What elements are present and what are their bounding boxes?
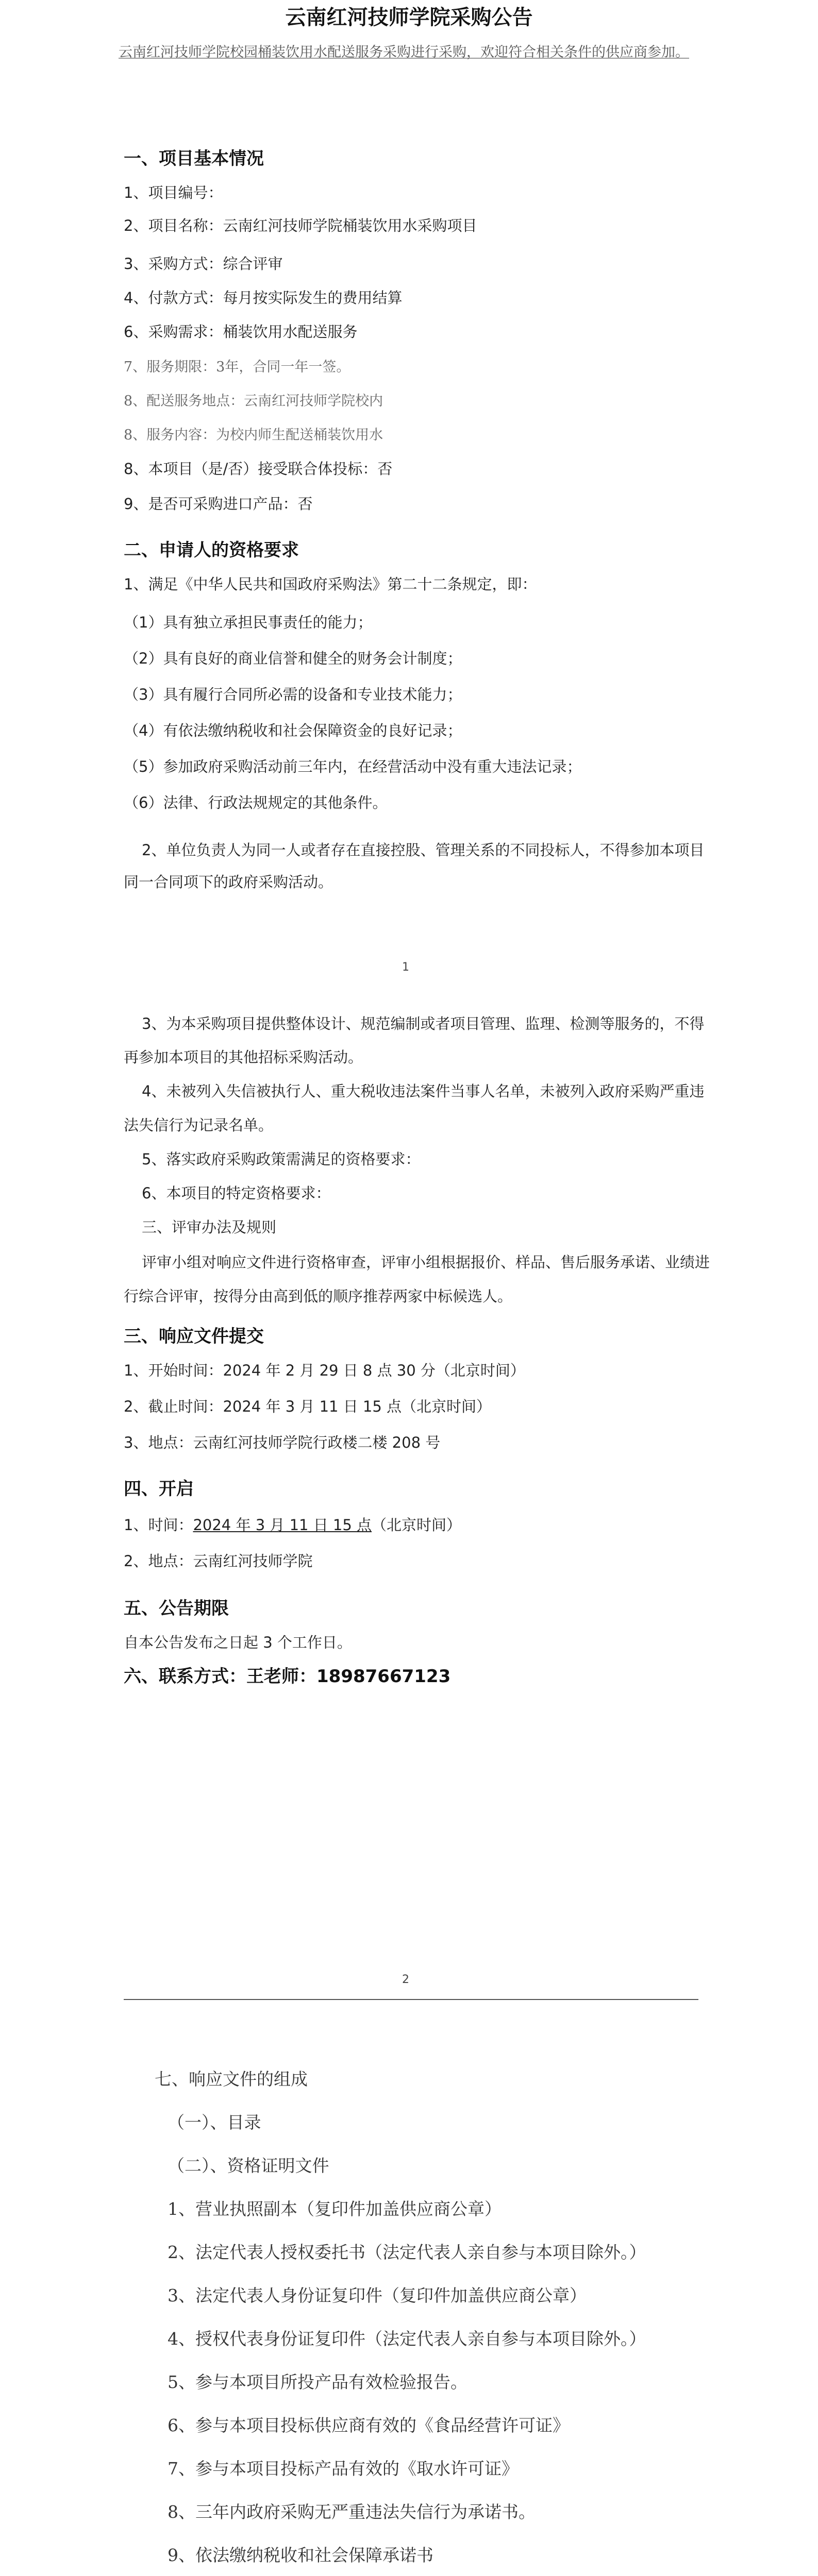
page-number: 1: [402, 961, 409, 974]
doc-item: 6、参与本项目投标供应商有效的《食品经营许可证》: [168, 2415, 570, 2435]
s1-item: 8、本项目（是/否）接受联合体投标：否: [124, 460, 393, 478]
s1-item: 8、配送服务地点：云南红河技师学院校内: [124, 393, 383, 409]
section1-heading: 一、项目基本情况: [124, 148, 264, 169]
s2-item: （3）具有履行合同所必需的设备和专业技术能力；: [124, 686, 462, 703]
s2-para: 2、单位负责人为同一人或者存在直接控股、管理关系的不同投标人，不得参加本项目: [142, 841, 705, 859]
s1-item: 9、是否可采购进口产品：否: [124, 495, 313, 513]
s2-para: 再参加本项目的其他招标采购活动。: [124, 1048, 363, 1066]
s1-item: 7、服务期限：3年，合同一年一签。: [124, 359, 350, 375]
s2-para: 5、落实政府采购政策需满足的资格要求：: [142, 1150, 421, 1168]
s5-text: 自本公告发布之日起 3 个工作日。: [124, 1634, 352, 1651]
doc-item: 7、参与本项目投标产品有效的《取水许可证》: [168, 2459, 519, 2479]
s2-item: （6）法律、行政法规规定的其他条件。: [124, 794, 388, 811]
section2-heading: 二、申请人的资格要求: [124, 540, 299, 561]
s4-time: 1、时间：2024 年 3 月 11 日 15 点（北京时间）: [124, 1516, 462, 1534]
s2-para: 同一合同项下的政府采购活动。: [124, 873, 333, 891]
s2-para: 4、未被列入失信被执行人、重大税收违法案件当事人名单，未被列入政府采购严重违: [142, 1082, 705, 1100]
section3-heading: 三、响应文件提交: [124, 1326, 264, 1347]
s1-item: 2、项目名称：云南红河技师学院桶装饮用水采购项目: [124, 217, 477, 234]
s2-para: 3、为本采购项目提供整体设计、规范编制或者项目管理、监理、检测等服务的，不得: [142, 1015, 705, 1032]
doc-item: 8、三年内政府采购无严重违法失信行为承诺书。: [168, 2502, 536, 2522]
doc-item: 1、营业执照副本（复印件加盖供应商公章）: [168, 2199, 502, 2219]
s4-place: 2、地点：云南红河技师学院: [124, 1552, 313, 1570]
section6-heading: 六、联系方式：王老师：18987667123: [124, 1666, 451, 1687]
s3-item: 1、开始时间：2024 年 2 月 29 日 8 点 30 分（北京时间）: [124, 1362, 525, 1379]
page-title: 云南红河技师学院采购公告: [285, 6, 533, 29]
s2-para: 三、评审办法及规则: [142, 1218, 277, 1236]
page2-heading: 七、响应文件的组成: [155, 2069, 308, 2089]
page2-sub: （一）、目录: [168, 2112, 261, 2132]
page2-sub: （二）、资格证明文件: [168, 2156, 329, 2176]
s1-item: 1、项目编号：: [124, 184, 223, 201]
s2-item: （5）参加政府采购活动前三年内，在经营活动中没有重大违法记录；: [124, 758, 582, 775]
s2-item: （4）有依法缴纳税收和社会保障资金的良好记录；: [124, 722, 462, 739]
section4-heading: 四、开启: [124, 1479, 194, 1499]
s2-para: 法失信行为记录名单。: [124, 1116, 274, 1134]
s3-item: 2、截止时间：2024 年 3 月 11 日 15 点（北京时间）: [124, 1398, 492, 1415]
s2-para: 6、本项目的特定资格要求：: [142, 1184, 331, 1202]
s2-item: （2）具有良好的商业信誉和健全的财务会计制度；: [124, 650, 462, 667]
s2-para: 评审小组对响应文件进行资格审查，评审小组根据报价、样品、售后服务承诺、业绩进: [142, 1253, 710, 1271]
doc-item: 3、法定代表人身份证复印件（复印件加盖供应商公章）: [168, 2285, 587, 2306]
s1-item: 6、采购需求：桶装饮用水配送服务: [124, 323, 358, 341]
s1-item: 3、采购方式：综合评审: [124, 255, 283, 273]
page-divider: [124, 1999, 698, 2000]
doc-item: 9、依法缴纳税收和社会保障承诺书: [168, 2545, 433, 2565]
intro-paragraph: 云南红河技师学院校园桶装饮用水配送服务采购进行采购，欢迎符合相关条件的供应商参加。: [119, 44, 689, 60]
s1-item: 4、付款方式：每月按实际发生的费用结算: [124, 289, 403, 307]
section5-heading: 五、公告期限: [124, 1598, 229, 1619]
doc-item: 2、法定代表人授权委托书（法定代表人亲自参与本项目除外。）: [168, 2242, 646, 2262]
s2-para: 行综合评审，按得分由高到低的顺序推荐两家中标候选人。: [124, 1287, 513, 1305]
page-number: 2: [402, 1973, 409, 1986]
s1-item: 8、服务内容：为校内师生配送桶装饮用水: [124, 427, 383, 443]
s3-item: 3、地点：云南红河技师学院行政楼二楼 208 号: [124, 1434, 441, 1451]
s2-intro: 1、满足《中华人民共和国政府采购法》第二十二条规定，即：: [124, 575, 537, 593]
doc-item: 5、参与本项目所投产品有效检验报告。: [168, 2372, 468, 2392]
s2-item: （1）具有独立承担民事责任的能力；: [124, 614, 373, 631]
doc-item: 4、授权代表身份证复印件（法定代表人亲自参与本项目除外。）: [168, 2329, 646, 2349]
